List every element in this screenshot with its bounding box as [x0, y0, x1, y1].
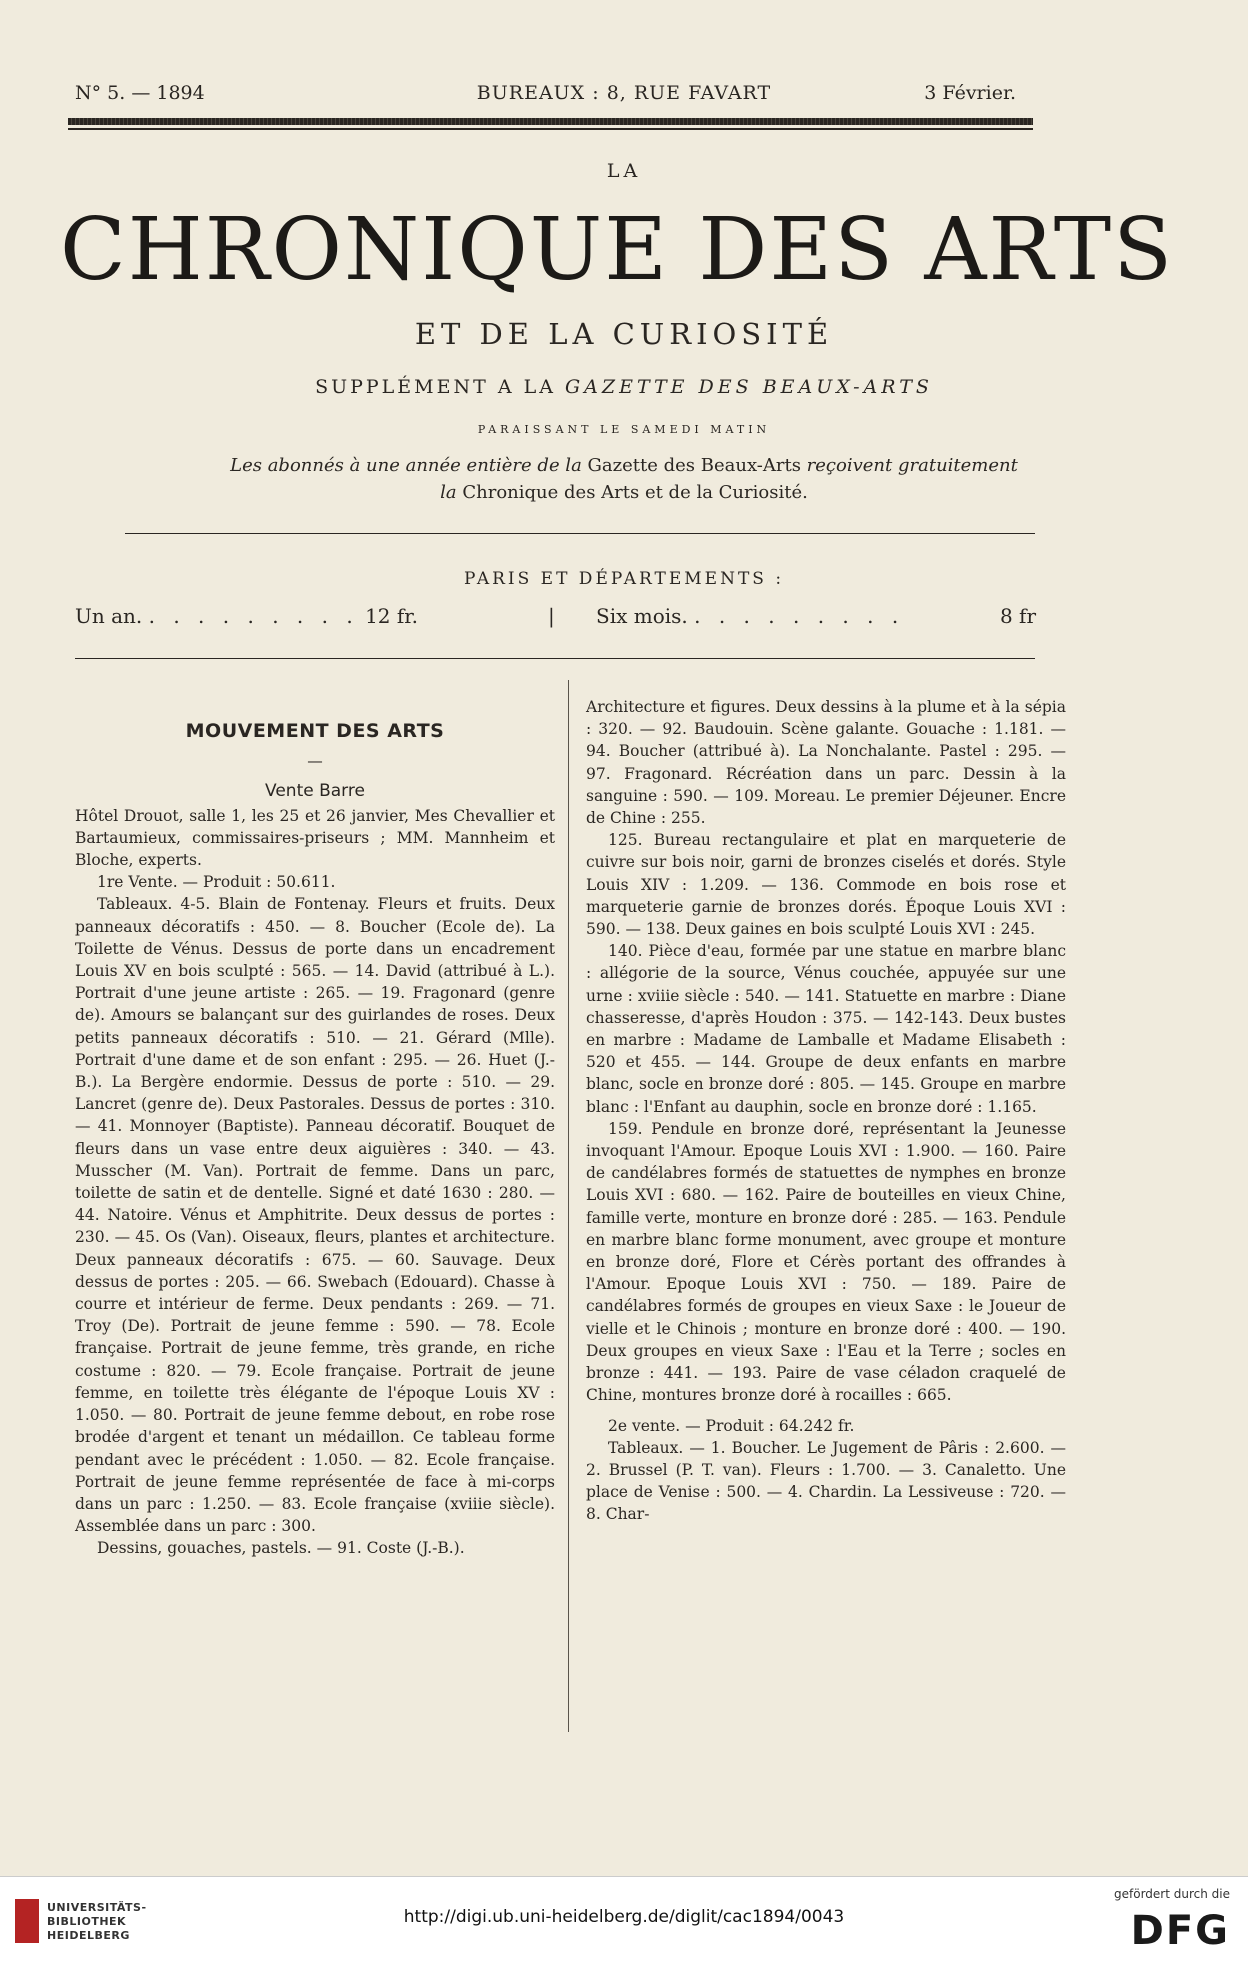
supplement-gazette: GAZETTE DES BEAUX-ARTS — [564, 376, 933, 398]
subscription-year — [75, 604, 525, 628]
half-label: Six mois. — [596, 604, 688, 628]
column-separator — [568, 680, 569, 1732]
bureaux-address: BUREAUX : 8, RUE FAVART — [476, 82, 772, 104]
left-column — [75, 698, 555, 1560]
issue-date: 3 Février. — [924, 82, 1016, 104]
notice-text: Les abonnés à une année entière de la — [230, 455, 588, 476]
paragraph: 159. Pendule en bronze doré, représentant la Jeunesse invoquant l'Amour. Epoque Louis XVI : 1.900. — 160. Paire de candélabres formés de statuettes de nymphes en bronze Louis XVI : 680. — 162. Paire de bouteilles en vieux Chine, famille verte, monture en bronze doré : 285. — 163. Pendule en marbre blanc forme monument, avec groupe et monture en bronze doré, Flore et Cérès portant des offrandes à l'Amour. Epoque Louis XVI : 750. — 189. Paire de candélabres formés de groupes en vieux Saxe : le Joueur de vielle et le Chinois ; monture en bronze doré : 400. — 190. Deux groupes en vieux Saxe : l'Eau et la Terre ; socles en bronze : 441. — 193. Paire de vase céladon craquelé de Chine, montures bronze doré à rocailles : 665. — [586, 1119, 1066, 1405]
half-price: 8 fr — [999, 604, 1036, 628]
sale-title: Vente Barre — [265, 781, 365, 802]
paragraph: 140. Pièce d'eau, formée par une statue en marbre blanc : allégorie de la source, Vénus couchée, appuyée sur une urne : xviiie siècle : 540. — 141. Statuette en marbre : Diane chasseresse, d'après Houdon : 375. — 142-143. Deux bustes en marbre : Madame de Lamballe et Madame Elisabeth : 520 et 455. — 144. Groupe de deux enfants en marbre blanc, socle en bronze doré : 805. — 145. Groupe en marbre blanc : l'Enfant au dauphin, socle en bronze doré : 1.165. — [586, 942, 1066, 1116]
year-price: 12 fr. — [365, 604, 418, 628]
issue-number: N° 5. — 1894 — [75, 82, 205, 104]
funding-note: gefördert durch die — [1114, 1887, 1230, 1901]
subscription-separator: | — [548, 604, 555, 628]
dfg-logo[interactable]: DFG — [1130, 1908, 1230, 1954]
library-name: UNIVERSITÄTS-BIBLIOTHEK HEIDELBERG — [47, 1901, 147, 1942]
paragraph: Hôtel Drouot, salle 1, les 25 et 26 janvier, Mes Chevallier et Bartaumieux, commissaires-priseurs ; MM. Mannheim et Bloche, experts. — [75, 806, 555, 870]
paragraph: 125. Bureau rectangulaire et plat en marqueterie de cuivre sur bois noir, garni de bronzes ciselés et dorés. Style Louis XIV : 1.209. — 136. Commode en bois rose et marqueterie garnie de bronzes dorés. Époque Louis XVI : 590. — 138. Deux gaines en bois sculpté Louis XVI : 245. — [586, 831, 1066, 939]
notice-text: la — [440, 482, 463, 503]
publication-frequency: PARAISSANT LE SAMEDI MATIN — [477, 423, 771, 436]
paragraph: Architecture et figures. Deux dessins à la plume et à la sépia : 320. — 92. Baudouin. Scène galante. Gouache : 1.181. — 94. Boucher (attribué à). La Nonchalante. Pastel : 295. — 97. Fragonard. Récréation dans un parc. Dessin à la sanguine : 590. — 109. Moreau. Le premier Déjeuner. Encre de Chine : 255. — [586, 698, 1066, 828]
article-title: MOUVEMENT DES ARTS — [185, 720, 445, 742]
supplement-line — [0, 376, 1248, 398]
viewer-footer — [0, 1876, 1248, 1967]
divider-rule — [125, 533, 1035, 534]
paragraph: 1re Vente. — Produit : 50.611. — [97, 873, 336, 892]
year-dots: . . . . . . . . . — [148, 604, 359, 628]
supplement-prefix: SUPPLÉMENT A LA — [315, 376, 565, 398]
paragraph: 2e vente. — Produit : 64.242 fr. — [608, 1416, 855, 1435]
masthead-title: CHRONIQUE DES ARTS — [60, 200, 1174, 300]
notice-chronique: Chronique des Arts et de la Curiosité. — [462, 482, 808, 503]
paragraph: Tableaux. 4-5. Blain de Fontenay. Fleurs et fruits. Deux panneaux décoratifs : 450. — 8. Boucher (Ecole de). La Toilette de Vénus. Dessus de porte dans un encadrement Louis XV en bois sculpté : 565. — 14. David (attribué à L.). Portrait d'une jeune artiste : 265. — 19. Fragonard (genre de). Amours se balançant sur des guirlandes de roses. Deux petits panneaux décoratifs : 510. — 21. Gérard (Mlle). Portrait d'une dame et de son enfant : 295. — 26. Huet (J.-B.). La Bergère endormie. Dessus de porte : 510. — 29. Lancret (genre de). Deux Pastorales. Dessus de portes : 310. — 41. Monnoyer (Baptiste). Panneau décoratif. Bouquet de fleurs dans un vase entre deux aiguières : 340. — 43. Musscher (M. Van). Portrait de femme. Dans un parc, toilette de satin et de dentelle. Signé et daté 1630 : 280. — 44. Natoire. Vénus et Amphitrite. Deux dessus de portes : 230. — 45. Os (Van). Oiseaux, fleurs, plantes et architecture. Deux panneaux décoratifs : 675. — 60. Sauvage. Deux dessus de portes : 205. — 66. Swebach (Edouard). Chasse à courre et intérieur de ferme. Deux pendants : 269. — 71. Troy (De). Portrait de jeune femme : 590. — 78. Ecole française. Portrait de jeune femme, très grande, en riche costume : 820. — 79. Ecole française. Portrait de jeune femme, en toilette très élégante de l'époque Louis XV : 1.050. — 80. Portrait de jeune femme debout, en robe rose brodée d'argent et tenant un médaillon. Ce tableau forme pendant avec le précédent : 1.050. — 82. Ecole française. Portrait de jeune femme représentée de face à mi-corps dans un parc : 1.250. — 83. Ecole française (xviiie siècle). Assemblée dans un parc : 300. — [75, 895, 555, 1536]
subscriber-notice — [120, 452, 1128, 506]
paragraph: Dessins, gouaches, pastels. — 91. Coste (J.-B.). — [97, 1539, 465, 1558]
subscription-heading: PARIS ET DÉPARTEMENTS : — [463, 569, 785, 589]
masthead-subtitle: ET DE LA CURIOSITÉ — [414, 317, 834, 351]
right-column — [586, 696, 1066, 1526]
notice-text: reçoivent gratuitement — [800, 455, 1018, 476]
header-rule-thin — [68, 128, 1033, 130]
subscription-half — [596, 604, 1036, 628]
masthead-article: LA — [606, 160, 642, 182]
title-dash: — — [307, 752, 323, 771]
divider-rule — [75, 658, 1035, 659]
notice-gazette: Gazette des Beaux-Arts — [587, 455, 801, 476]
paragraph: Tableaux. — 1. Boucher. Le Jugement de Pâris : 2.600. — 2. Brussel (P. T. van). Fleurs : 1.700. — 3. Canaletto. Une place de Venise : 500. — 4. Chardin. La Lessiveuse : 720. — 8. Char- — [586, 1438, 1066, 1524]
half-dots: . . . . . . . . . — [694, 604, 905, 628]
year-label: Un an. — [75, 604, 143, 628]
header-rule — [68, 118, 1033, 125]
permalink-url[interactable]: http://digi.ub.uni-heidelberg.de/diglit/cac1894/0043 — [403, 1907, 845, 1927]
